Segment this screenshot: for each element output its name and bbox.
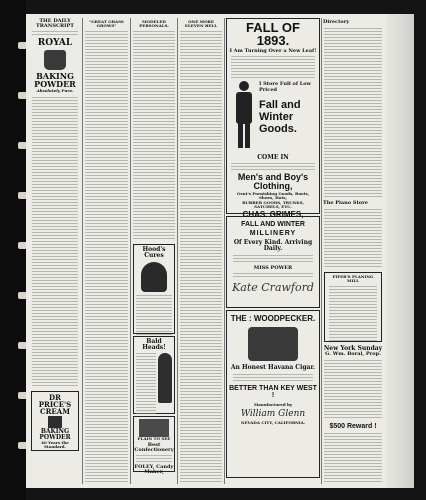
best-confectionery: Best Confectionery	[134, 442, 174, 453]
ad-text	[136, 455, 172, 463]
ad-text	[329, 286, 377, 342]
column-rule	[177, 18, 178, 484]
woodpecker-ad	[226, 310, 320, 478]
ad-text	[231, 56, 315, 78]
winter-goods: Winter Goods.	[259, 111, 297, 135]
column-text	[324, 360, 382, 420]
illustration-image	[139, 419, 169, 437]
maker-signature: William Glenn	[240, 409, 306, 419]
portrait-image	[141, 262, 167, 292]
store-full-line: I Store Full of Low Priced	[259, 81, 311, 93]
newspaper-page	[26, 14, 414, 488]
royal-heading: ROYAL	[37, 38, 73, 48]
fall-and: Fall and	[259, 99, 301, 111]
confectionery-ad	[133, 416, 175, 475]
gents-furnishing: Gent's Furnishing Goods, Boots, Shoes, Hats,	[236, 191, 310, 200]
reward-heading: $500 Reward !	[329, 423, 377, 430]
man-figure-image	[233, 81, 255, 151]
plain-to-see: PLAIN TO SEE	[137, 436, 171, 441]
column-text	[324, 28, 382, 198]
column-text	[180, 31, 222, 484]
mens-clothing: Men's and Boy's Clothing,	[237, 172, 309, 191]
rubber-goods: RUBBER GOODS, TRUNKS, SATCHELS, ETC.	[242, 200, 304, 209]
drprice-baking: BAKING	[40, 428, 70, 435]
drprice-powder: POWDER	[39, 434, 71, 441]
ad-text	[136, 353, 156, 415]
come-in: COME IN	[257, 154, 289, 161]
woodpecker-title: THE : WOODPECKER.	[230, 314, 316, 323]
column-2-heading: "GREAT GRASS GROWS"	[89, 19, 124, 28]
ad-text	[233, 273, 313, 279]
fall-1893-ad	[226, 18, 320, 219]
fall-and-winter: FALL AND WINTER	[241, 221, 305, 228]
column-3	[132, 18, 176, 484]
baking-powder-can-icon	[44, 50, 66, 70]
smokers-illustration-image	[248, 327, 298, 361]
new-york-sunday: New York Sunday	[323, 345, 383, 352]
drprice-name: DR PRICE'S	[38, 393, 72, 409]
bald-heads-ad	[133, 336, 175, 414]
column-text	[32, 97, 78, 387]
g-wm-boral: G. Wm. Boral, Prop.	[325, 351, 381, 357]
masthead: THE DAILY TRANSCRIPT	[36, 18, 74, 29]
column-rule	[130, 18, 131, 484]
directory-heading: Directory	[323, 19, 350, 25]
bald-heads-title: Bald Heads!	[142, 338, 166, 351]
drprice-cream: CREAM	[40, 407, 70, 416]
hoods-ad	[133, 244, 175, 334]
long-hair-woman-image	[158, 353, 172, 403]
manufactured-by: Manufactured by	[253, 402, 293, 407]
column-6	[323, 18, 383, 484]
column-text	[324, 433, 382, 483]
millinery-ad	[226, 216, 320, 308]
chas-grimes: CHAS. GRIMES,	[242, 210, 304, 219]
baking-heading: BAKING	[36, 71, 74, 81]
column-5	[226, 18, 320, 484]
drprice-ad	[31, 391, 79, 451]
drprice-tagline: 40 Years the Standard.	[41, 440, 69, 449]
powder-heading: POWDER	[34, 79, 76, 89]
ad-text	[233, 374, 313, 382]
column-rule	[224, 18, 225, 484]
miss-power: MISS POWER	[253, 265, 293, 271]
column-2	[84, 18, 129, 484]
hoods-title: Hood's Cures	[142, 246, 166, 259]
millinery-heading: MILLINERY	[249, 230, 297, 237]
absolutely-pure-tagline: Absolutely Pure.	[36, 88, 74, 93]
turning-leaf: I Am Turning Over a New Leaf!	[229, 48, 317, 54]
drprice-can-icon	[48, 416, 62, 428]
column-text	[32, 31, 78, 37]
piano-store: The Piano Store	[323, 200, 368, 206]
column-text	[85, 31, 128, 484]
column-rule	[321, 18, 322, 484]
every-kind: Of Every Kind. Arriving Daily.	[233, 239, 313, 252]
column-rule	[82, 18, 83, 484]
column-text	[133, 31, 175, 241]
column-3-heading: MODELED PERSONALS.	[139, 19, 169, 28]
ad-text	[231, 163, 315, 171]
havana-cigar: An Honest Havana Cigar.	[230, 364, 316, 371]
column-4-heading: ONE MORE ELEVEN BELL	[184, 19, 218, 28]
signature-image: Kate Crawford	[232, 281, 314, 294]
column-1	[30, 18, 80, 484]
planing-mill-ad	[324, 272, 382, 342]
ad-text	[233, 255, 313, 263]
planing-mill: FIFER'S PLANING MILL	[332, 274, 374, 283]
page-edge-shadow	[386, 14, 414, 488]
ad-text	[136, 295, 172, 335]
column-text	[324, 209, 382, 269]
maker-address: NEVADA CITY, CALIFORNIA.	[240, 420, 306, 425]
fall-1893-title: FALL OF 1893.	[246, 20, 300, 48]
column-4	[179, 18, 223, 484]
better-than-key-west: BETTER THAN KEY WEST !	[229, 385, 317, 399]
foley-candy-maker: FOLEY, Candy Maker,	[134, 464, 174, 475]
binding-strip	[0, 0, 26, 500]
